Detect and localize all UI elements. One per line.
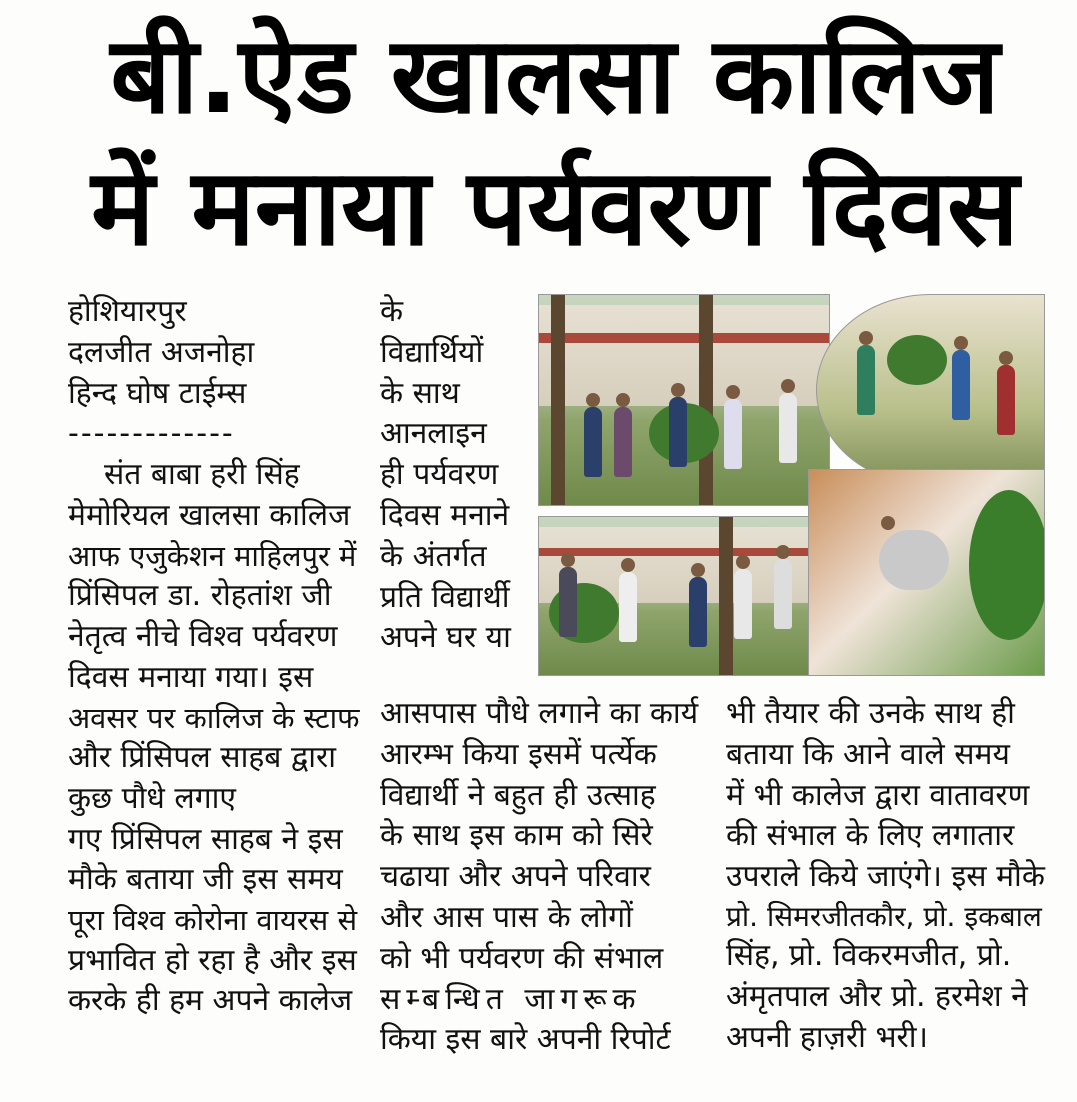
col1-line: मौके बताया जी इस समय [68, 862, 343, 898]
photo-students-collage [816, 294, 1045, 486]
headline-line-2: में मनाया पर्यवरण दिवस [91, 146, 1019, 269]
col3-line: बताया कि आने वाले समय [726, 736, 1010, 772]
col1-line: कुछ पौधे लगाए [68, 780, 236, 816]
photo-collage [538, 294, 1043, 674]
col1-line: करके ही हम अपने कालेज [68, 983, 353, 1019]
photo-student-planting [808, 469, 1045, 676]
col2b-line: आसपास पौधे लगाने का कार्य [380, 696, 699, 731]
col1-line: और प्रिंसिपल साहब द्वारा [68, 740, 337, 776]
col2b-line: को भी पर्यवरण की संभाल [380, 940, 664, 976]
byline-author: दलजीत अजनोहा [68, 334, 255, 370]
col2-line: के साथ [380, 375, 460, 411]
col2-line: विद्यार्थियों [380, 334, 484, 370]
col1-line: पूरा विश्व कोरोना वायरस से [68, 903, 358, 938]
col3-line: अंमृतपाल और प्रो. हरमेश ने [726, 978, 1028, 1014]
col2b-line: के साथ इस काम को सिरे [380, 818, 653, 854]
col1-line: गए प्रिंसिपल साहब ने इस [68, 821, 343, 857]
article-column-3 [726, 694, 1046, 1058]
article-column-2-top [380, 292, 520, 659]
headline-line-1: बी.ऐड खालसा कालिज [110, 14, 1000, 137]
col1-line: संत बाबा हरी सिंह [104, 457, 300, 493]
col2b-line: विद्यार्थी ने बहुत ही उत्साह [380, 777, 656, 813]
col3-line: सिंह, प्रो. विकरमजीत, प्रो. [726, 938, 1012, 974]
byline-paper: हिन्द घोष टाईम्स [68, 375, 247, 411]
dateline-place: होशियारपुर [68, 294, 187, 329]
col2b-line: और आस पास के लोगों [380, 899, 633, 935]
col3-line: में भी कालेज द्वारा वातावरण [726, 777, 1030, 813]
col2-line: के अंतर्गत [380, 538, 487, 574]
col3-line: उपराले किये जाएंगे। इस मौके [726, 859, 1045, 895]
col2-line: प्रति विद्यार्थी [380, 579, 510, 615]
col2-line: अपने घर या [380, 620, 511, 656]
col3-line: अपनी हाज़री भरी। [726, 1019, 928, 1055]
col1-line: दिवस मनाया गया। इस [68, 659, 314, 695]
col3-line: की संभाल के लिए लगातार [726, 818, 1015, 854]
col2b-line: चढाया और अपने परिवार [380, 859, 651, 895]
col1-line: अवसर पर कालिज के स्टाफ [68, 700, 360, 735]
col2-line: ही पर्यवरण [380, 457, 499, 493]
col2-line: के [380, 294, 404, 329]
byline-separator: ------------- [68, 416, 235, 452]
col2b-line: सम्बन्धित जागरूक [380, 981, 642, 1017]
photo-plantation-group [538, 294, 830, 506]
col1-line: आफ एजुकेशन माहिलपुर में [68, 538, 357, 573]
col1-line: मेमोरियल खालसा कालिज [68, 497, 351, 533]
col3-line: प्रो. सिमरजीतकौर, प्रो. इकबाल [726, 899, 1042, 933]
photo-staff-planting [538, 516, 845, 676]
article-column-2-bottom [380, 694, 705, 1061]
col1-line: प्रिंसिपल डा. रोहतांश जी [68, 578, 332, 614]
col2-line: आनलाइन [380, 416, 487, 452]
col2-line: दिवस मनाने [380, 497, 510, 533]
col2b-line: किया इस बारे अपनी रिपोर्ट [380, 1022, 671, 1058]
col3-line: भी तैयार की उनके साथ ही [726, 696, 1015, 731]
article-column-1 [68, 292, 360, 1022]
col1-line: प्रभावित हो रहा है और इस [68, 942, 357, 978]
col1-line: नेतृत्व नीचे विश्व पर्यवरण [68, 619, 338, 655]
col2b-line: आरम्भ किया इसमें पर्त्येक [380, 736, 657, 772]
